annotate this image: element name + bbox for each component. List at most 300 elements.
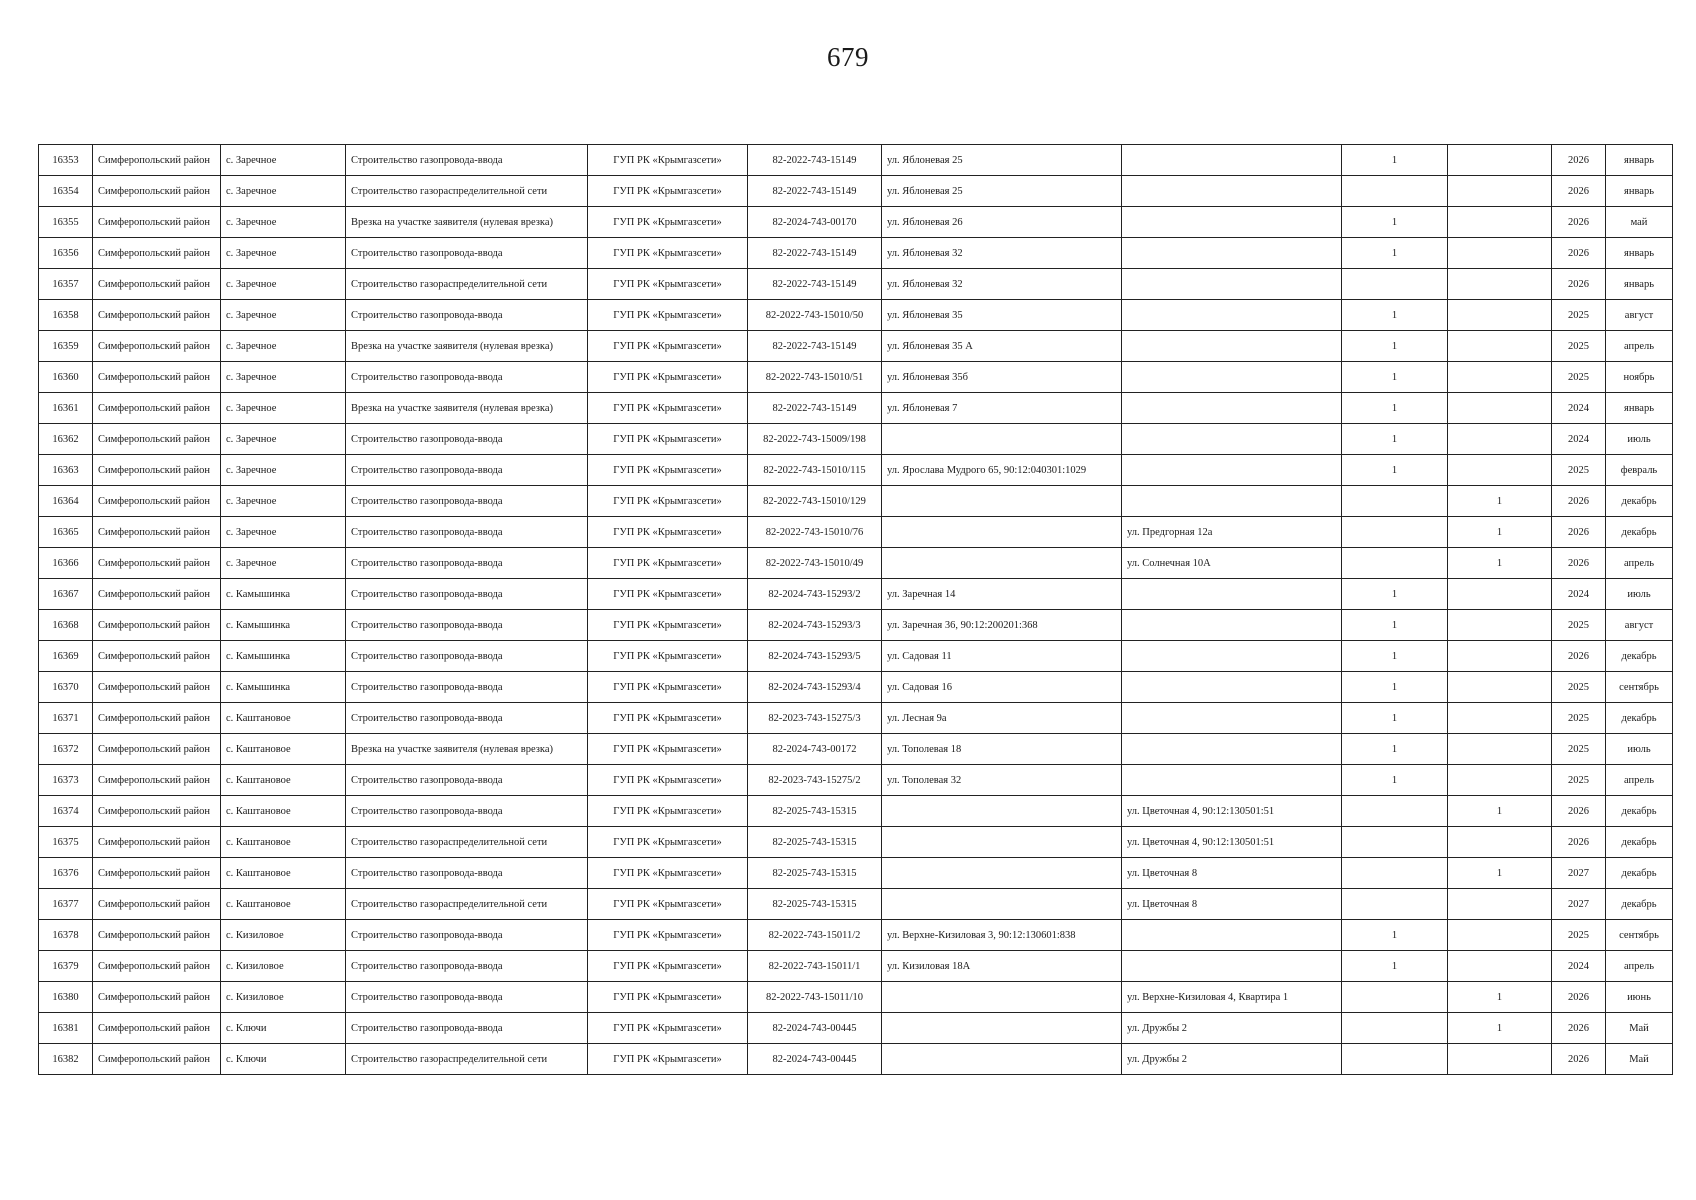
district-cell: Симферопольский район — [93, 300, 221, 331]
village-cell: с. Заречное — [221, 207, 346, 238]
year-cell: 2025 — [1552, 300, 1606, 331]
application-number-cell: 82-2025-743-15315 — [748, 796, 882, 827]
organization-cell: ГУП РК «Крымгазсети» — [588, 331, 748, 362]
district-cell: Симферопольский район — [93, 1013, 221, 1044]
address-cell: ул. Яблоневая 32 — [882, 269, 1122, 300]
quantity-cell — [1342, 548, 1448, 579]
organization-cell: ГУП РК «Крымгазсети» — [588, 982, 748, 1013]
work-type-cell: Строительство газопровода-ввода — [346, 579, 588, 610]
village-cell: с. Каштановое — [221, 796, 346, 827]
village-cell: с. Каштановое — [221, 703, 346, 734]
table-row — [39, 486, 1673, 517]
village-cell: с. Заречное — [221, 269, 346, 300]
row-number: 16381 — [39, 1013, 93, 1044]
district-cell: Симферопольский район — [93, 176, 221, 207]
row-number: 16365 — [39, 517, 93, 548]
year-cell: 2024 — [1552, 579, 1606, 610]
address-cell — [882, 1044, 1122, 1075]
row-number: 16354 — [39, 176, 93, 207]
month-cell: июнь — [1606, 982, 1673, 1013]
organization-cell: ГУП РК «Крымгазсети» — [588, 455, 748, 486]
application-number-cell: 82-2022-743-15149 — [748, 393, 882, 424]
quantity-alt-cell — [1448, 331, 1552, 362]
table-row — [39, 858, 1673, 889]
village-cell: с. Кизиловое — [221, 982, 346, 1013]
year-cell: 2026 — [1552, 827, 1606, 858]
row-number: 16361 — [39, 393, 93, 424]
work-type-cell: Строительство газопровода-ввода — [346, 765, 588, 796]
year-cell: 2026 — [1552, 207, 1606, 238]
village-cell: с. Заречное — [221, 486, 346, 517]
address-alt-cell — [1122, 145, 1342, 176]
application-number-cell: 82-2022-743-15011/2 — [748, 920, 882, 951]
year-cell: 2025 — [1552, 455, 1606, 486]
work-type-cell: Строительство газопровода-ввода — [346, 486, 588, 517]
district-cell: Симферопольский район — [93, 331, 221, 362]
work-type-cell: Строительство газораспределительной сети — [346, 1044, 588, 1075]
address-alt-cell — [1122, 207, 1342, 238]
address-cell: ул. Заречная 36, 90:12:200201:368 — [882, 610, 1122, 641]
quantity-cell: 1 — [1342, 610, 1448, 641]
month-cell: июль — [1606, 424, 1673, 455]
organization-cell: ГУП РК «Крымгазсети» — [588, 269, 748, 300]
district-cell: Симферопольский район — [93, 765, 221, 796]
organization-cell: ГУП РК «Крымгазсети» — [588, 238, 748, 269]
address-alt-cell — [1122, 238, 1342, 269]
work-type-cell: Строительство газопровода-ввода — [346, 424, 588, 455]
table-row — [39, 672, 1673, 703]
quantity-alt-cell — [1448, 362, 1552, 393]
work-type-cell: Строительство газопровода-ввода — [346, 703, 588, 734]
address-alt-cell — [1122, 610, 1342, 641]
village-cell: с. Камышинка — [221, 610, 346, 641]
row-number: 16355 — [39, 207, 93, 238]
work-type-cell: Строительство газораспределительной сети — [346, 269, 588, 300]
quantity-alt-cell: 1 — [1448, 517, 1552, 548]
application-number-cell: 82-2024-743-15293/4 — [748, 672, 882, 703]
quantity-alt-cell: 1 — [1448, 858, 1552, 889]
application-number-cell: 82-2022-743-15149 — [748, 238, 882, 269]
month-cell: май — [1606, 207, 1673, 238]
month-cell: сентябрь — [1606, 920, 1673, 951]
month-cell: январь — [1606, 393, 1673, 424]
table-row — [39, 145, 1673, 176]
village-cell: с. Заречное — [221, 300, 346, 331]
work-type-cell: Строительство газопровода-ввода — [346, 672, 588, 703]
table-row — [39, 889, 1673, 920]
year-cell: 2026 — [1552, 1013, 1606, 1044]
quantity-alt-cell — [1448, 1044, 1552, 1075]
row-number: 16360 — [39, 362, 93, 393]
year-cell: 2024 — [1552, 393, 1606, 424]
month-cell: август — [1606, 610, 1673, 641]
year-cell: 2026 — [1552, 548, 1606, 579]
organization-cell: ГУП РК «Крымгазсети» — [588, 796, 748, 827]
work-type-cell: Строительство газопровода-ввода — [346, 920, 588, 951]
application-number-cell: 82-2025-743-15315 — [748, 858, 882, 889]
quantity-alt-cell — [1448, 145, 1552, 176]
district-cell: Симферопольский район — [93, 734, 221, 765]
quantity-cell: 1 — [1342, 145, 1448, 176]
row-number: 16356 — [39, 238, 93, 269]
year-cell: 2025 — [1552, 703, 1606, 734]
quantity-alt-cell: 1 — [1448, 796, 1552, 827]
work-type-cell: Строительство газопровода-ввода — [346, 858, 588, 889]
quantity-cell: 1 — [1342, 920, 1448, 951]
table-row — [39, 579, 1673, 610]
row-number: 16372 — [39, 734, 93, 765]
address-alt-cell: ул. Цветочная 8 — [1122, 889, 1342, 920]
month-cell: сентябрь — [1606, 672, 1673, 703]
quantity-alt-cell — [1448, 951, 1552, 982]
application-number-cell: 82-2024-743-00170 — [748, 207, 882, 238]
month-cell: декабрь — [1606, 796, 1673, 827]
quantity-alt-cell — [1448, 207, 1552, 238]
quantity-cell: 1 — [1342, 300, 1448, 331]
quantity-cell: 1 — [1342, 734, 1448, 765]
organization-cell: ГУП РК «Крымгазсети» — [588, 424, 748, 455]
month-cell: декабрь — [1606, 703, 1673, 734]
quantity-alt-cell: 1 — [1448, 548, 1552, 579]
row-number: 16373 — [39, 765, 93, 796]
address-alt-cell — [1122, 734, 1342, 765]
year-cell: 2026 — [1552, 517, 1606, 548]
quantity-alt-cell — [1448, 734, 1552, 765]
table-row — [39, 176, 1673, 207]
month-cell: январь — [1606, 176, 1673, 207]
year-cell: 2025 — [1552, 920, 1606, 951]
district-cell: Симферопольский район — [93, 1044, 221, 1075]
address-cell: ул. Тополевая 32 — [882, 765, 1122, 796]
year-cell: 2027 — [1552, 858, 1606, 889]
work-type-cell: Строительство газораспределительной сети — [346, 176, 588, 207]
district-cell: Симферопольский район — [93, 703, 221, 734]
work-type-cell: Строительство газопровода-ввода — [346, 300, 588, 331]
month-cell: Май — [1606, 1013, 1673, 1044]
row-number: 16366 — [39, 548, 93, 579]
table-row — [39, 920, 1673, 951]
application-number-cell: 82-2022-743-15010/50 — [748, 300, 882, 331]
address-alt-cell: ул. Цветочная 4, 90:12:130501:51 — [1122, 827, 1342, 858]
application-number-cell: 82-2022-743-15010/115 — [748, 455, 882, 486]
work-type-cell: Строительство газопровода-ввода — [346, 641, 588, 672]
quantity-cell — [1342, 889, 1448, 920]
month-cell: декабрь — [1606, 889, 1673, 920]
work-type-cell: Врезка на участке заявителя (нулевая врезка) — [346, 331, 588, 362]
row-number: 16363 — [39, 455, 93, 486]
quantity-alt-cell — [1448, 610, 1552, 641]
quantity-cell — [1342, 269, 1448, 300]
work-type-cell: Строительство газопровода-ввода — [346, 951, 588, 982]
address-cell — [882, 517, 1122, 548]
quantity-cell: 1 — [1342, 703, 1448, 734]
month-cell: июль — [1606, 579, 1673, 610]
work-type-cell: Строительство газопровода-ввода — [346, 238, 588, 269]
year-cell: 2026 — [1552, 269, 1606, 300]
year-cell: 2026 — [1552, 145, 1606, 176]
month-cell: Май — [1606, 1044, 1673, 1075]
work-type-cell: Строительство газопровода-ввода — [346, 796, 588, 827]
address-cell — [882, 858, 1122, 889]
district-cell: Симферопольский район — [93, 517, 221, 548]
year-cell: 2025 — [1552, 672, 1606, 703]
organization-cell: ГУП РК «Крымгазсети» — [588, 827, 748, 858]
address-cell: ул. Яблоневая 25 — [882, 176, 1122, 207]
quantity-alt-cell — [1448, 269, 1552, 300]
row-number: 16358 — [39, 300, 93, 331]
quantity-cell: 1 — [1342, 455, 1448, 486]
district-cell: Симферопольский район — [93, 424, 221, 455]
address-cell: ул. Яблоневая 35 — [882, 300, 1122, 331]
address-alt-cell: ул. Дружбы 2 — [1122, 1044, 1342, 1075]
organization-cell: ГУП РК «Крымгазсети» — [588, 672, 748, 703]
address-cell: ул. Яблоневая 35 А — [882, 331, 1122, 362]
application-number-cell: 82-2022-743-15149 — [748, 269, 882, 300]
table-row — [39, 517, 1673, 548]
organization-cell: ГУП РК «Крымгазсети» — [588, 1013, 748, 1044]
address-alt-cell — [1122, 424, 1342, 455]
village-cell: с. Каштановое — [221, 765, 346, 796]
district-cell: Симферопольский район — [93, 641, 221, 672]
district-cell: Симферопольский район — [93, 889, 221, 920]
row-number: 16377 — [39, 889, 93, 920]
address-alt-cell — [1122, 331, 1342, 362]
organization-cell: ГУП РК «Крымгазсети» — [588, 300, 748, 331]
address-cell — [882, 796, 1122, 827]
organization-cell: ГУП РК «Крымгазсети» — [588, 889, 748, 920]
quantity-cell: 1 — [1342, 765, 1448, 796]
address-cell — [882, 548, 1122, 579]
quantity-cell — [1342, 517, 1448, 548]
organization-cell: ГУП РК «Крымгазсети» — [588, 765, 748, 796]
address-alt-cell — [1122, 269, 1342, 300]
village-cell: с. Заречное — [221, 176, 346, 207]
row-number: 16364 — [39, 486, 93, 517]
month-cell: апрель — [1606, 331, 1673, 362]
quantity-alt-cell: 1 — [1448, 1013, 1552, 1044]
district-cell: Симферопольский район — [93, 207, 221, 238]
address-cell: ул. Яблоневая 32 — [882, 238, 1122, 269]
quantity-alt-cell — [1448, 920, 1552, 951]
quantity-alt-cell — [1448, 300, 1552, 331]
address-alt-cell: ул. Верхне-Кизиловая 4, Квартира 1 — [1122, 982, 1342, 1013]
address-alt-cell — [1122, 486, 1342, 517]
district-cell: Симферопольский район — [93, 455, 221, 486]
address-cell: ул. Тополевая 18 — [882, 734, 1122, 765]
address-alt-cell — [1122, 176, 1342, 207]
address-alt-cell: ул. Цветочная 8 — [1122, 858, 1342, 889]
quantity-cell: 1 — [1342, 579, 1448, 610]
quantity-alt-cell: 1 — [1448, 982, 1552, 1013]
quantity-cell — [1342, 827, 1448, 858]
row-number: 16362 — [39, 424, 93, 455]
month-cell: январь — [1606, 269, 1673, 300]
table-row — [39, 455, 1673, 486]
village-cell: с. Кизиловое — [221, 920, 346, 951]
address-alt-cell — [1122, 951, 1342, 982]
quantity-cell — [1342, 858, 1448, 889]
address-alt-cell: ул. Предгорная 12а — [1122, 517, 1342, 548]
row-number: 16382 — [39, 1044, 93, 1075]
year-cell: 2026 — [1552, 486, 1606, 517]
work-type-cell: Строительство газопровода-ввода — [346, 517, 588, 548]
table-row — [39, 827, 1673, 858]
address-cell: ул. Яблоневая 35б — [882, 362, 1122, 393]
quantity-cell — [1342, 1044, 1448, 1075]
row-number: 16379 — [39, 951, 93, 982]
application-number-cell: 82-2022-743-15149 — [748, 331, 882, 362]
year-cell: 2025 — [1552, 362, 1606, 393]
organization-cell: ГУП РК «Крымгазсети» — [588, 703, 748, 734]
row-number: 16370 — [39, 672, 93, 703]
work-type-cell: Врезка на участке заявителя (нулевая врезка) — [346, 734, 588, 765]
year-cell: 2027 — [1552, 889, 1606, 920]
registry-table — [38, 144, 1673, 1075]
address-cell: ул. Лесная 9а — [882, 703, 1122, 734]
application-number-cell: 82-2024-743-00445 — [748, 1044, 882, 1075]
table-row — [39, 362, 1673, 393]
work-type-cell: Строительство газораспределительной сети — [346, 827, 588, 858]
address-cell: ул. Ярослава Мудрого 65, 90:12:040301:1029 — [882, 455, 1122, 486]
row-number: 16367 — [39, 579, 93, 610]
quantity-alt-cell — [1448, 176, 1552, 207]
quantity-alt-cell — [1448, 424, 1552, 455]
village-cell: с. Каштановое — [221, 734, 346, 765]
quantity-cell — [1342, 486, 1448, 517]
application-number-cell: 82-2024-743-15293/5 — [748, 641, 882, 672]
row-number: 16371 — [39, 703, 93, 734]
organization-cell: ГУП РК «Крымгазсети» — [588, 579, 748, 610]
quantity-cell: 1 — [1342, 393, 1448, 424]
registry-table-body — [39, 145, 1673, 1075]
row-number: 16369 — [39, 641, 93, 672]
table-row — [39, 300, 1673, 331]
village-cell: с. Камышинка — [221, 579, 346, 610]
row-number: 16378 — [39, 920, 93, 951]
organization-cell: ГУП РК «Крымгазсети» — [588, 548, 748, 579]
quantity-alt-cell — [1448, 641, 1552, 672]
address-cell: ул. Садовая 11 — [882, 641, 1122, 672]
quantity-cell: 1 — [1342, 672, 1448, 703]
address-alt-cell: ул. Солнечная 10А — [1122, 548, 1342, 579]
work-type-cell: Строительство газопровода-ввода — [346, 548, 588, 579]
address-alt-cell — [1122, 393, 1342, 424]
organization-cell: ГУП РК «Крымгазсети» — [588, 176, 748, 207]
district-cell: Симферопольский район — [93, 982, 221, 1013]
address-alt-cell — [1122, 920, 1342, 951]
work-type-cell: Строительство газопровода-ввода — [346, 455, 588, 486]
village-cell: с. Заречное — [221, 238, 346, 269]
quantity-cell: 1 — [1342, 951, 1448, 982]
table-row — [39, 610, 1673, 641]
address-cell — [882, 889, 1122, 920]
organization-cell: ГУП РК «Крымгазсети» — [588, 362, 748, 393]
year-cell: 2026 — [1552, 641, 1606, 672]
address-cell: ул. Кизиловая 18А — [882, 951, 1122, 982]
address-alt-cell — [1122, 703, 1342, 734]
quantity-cell — [1342, 176, 1448, 207]
quantity-cell: 1 — [1342, 331, 1448, 362]
village-cell: с. Заречное — [221, 331, 346, 362]
district-cell: Симферопольский район — [93, 610, 221, 641]
month-cell: январь — [1606, 238, 1673, 269]
quantity-cell — [1342, 796, 1448, 827]
table-row — [39, 548, 1673, 579]
quantity-alt-cell — [1448, 455, 1552, 486]
address-cell — [882, 424, 1122, 455]
year-cell: 2026 — [1552, 982, 1606, 1013]
month-cell: декабрь — [1606, 858, 1673, 889]
application-number-cell: 82-2022-743-15009/198 — [748, 424, 882, 455]
row-number: 16376 — [39, 858, 93, 889]
month-cell: февраль — [1606, 455, 1673, 486]
work-type-cell: Строительство газопровода-ввода — [346, 1013, 588, 1044]
table-row — [39, 424, 1673, 455]
quantity-cell — [1342, 982, 1448, 1013]
district-cell: Симферопольский район — [93, 920, 221, 951]
table-row — [39, 734, 1673, 765]
month-cell: апрель — [1606, 548, 1673, 579]
application-number-cell: 82-2022-743-15010/51 — [748, 362, 882, 393]
application-number-cell: 82-2024-743-00445 — [748, 1013, 882, 1044]
quantity-alt-cell — [1448, 765, 1552, 796]
year-cell: 2026 — [1552, 796, 1606, 827]
village-cell: с. Камышинка — [221, 672, 346, 703]
district-cell: Симферопольский район — [93, 548, 221, 579]
month-cell: август — [1606, 300, 1673, 331]
village-cell: с. Ключи — [221, 1044, 346, 1075]
application-number-cell: 82-2023-743-15275/3 — [748, 703, 882, 734]
district-cell: Симферопольский район — [93, 579, 221, 610]
village-cell: с. Заречное — [221, 145, 346, 176]
organization-cell: ГУП РК «Крымгазсети» — [588, 610, 748, 641]
application-number-cell: 82-2024-743-00172 — [748, 734, 882, 765]
work-type-cell: Врезка на участке заявителя (нулевая врезка) — [346, 393, 588, 424]
application-number-cell: 82-2022-743-15149 — [748, 176, 882, 207]
quantity-cell: 1 — [1342, 207, 1448, 238]
address-cell: ул. Садовая 16 — [882, 672, 1122, 703]
district-cell: Симферопольский район — [93, 362, 221, 393]
table-row — [39, 796, 1673, 827]
application-number-cell: 82-2024-743-15293/3 — [748, 610, 882, 641]
quantity-alt-cell — [1448, 703, 1552, 734]
year-cell: 2026 — [1552, 238, 1606, 269]
month-cell: июль — [1606, 734, 1673, 765]
quantity-cell: 1 — [1342, 424, 1448, 455]
address-cell: ул. Яблоневая 25 — [882, 145, 1122, 176]
organization-cell: ГУП РК «Крымгазсети» — [588, 858, 748, 889]
address-cell — [882, 982, 1122, 1013]
year-cell: 2026 — [1552, 176, 1606, 207]
work-type-cell: Строительство газопровода-ввода — [346, 982, 588, 1013]
district-cell: Симферопольский район — [93, 672, 221, 703]
table-row — [39, 331, 1673, 362]
quantity-cell: 1 — [1342, 641, 1448, 672]
quantity-alt-cell: 1 — [1448, 486, 1552, 517]
village-cell: с. Ключи — [221, 1013, 346, 1044]
page-number: 679 — [827, 42, 869, 72]
table-row — [39, 982, 1673, 1013]
row-number: 16368 — [39, 610, 93, 641]
quantity-cell — [1342, 1013, 1448, 1044]
address-cell: ул. Яблоневая 7 — [882, 393, 1122, 424]
month-cell: январь — [1606, 145, 1673, 176]
row-number: 16380 — [39, 982, 93, 1013]
organization-cell: ГУП РК «Крымгазсети» — [588, 486, 748, 517]
organization-cell: ГУП РК «Крымгазсети» — [588, 641, 748, 672]
address-cell — [882, 486, 1122, 517]
year-cell: 2024 — [1552, 951, 1606, 982]
